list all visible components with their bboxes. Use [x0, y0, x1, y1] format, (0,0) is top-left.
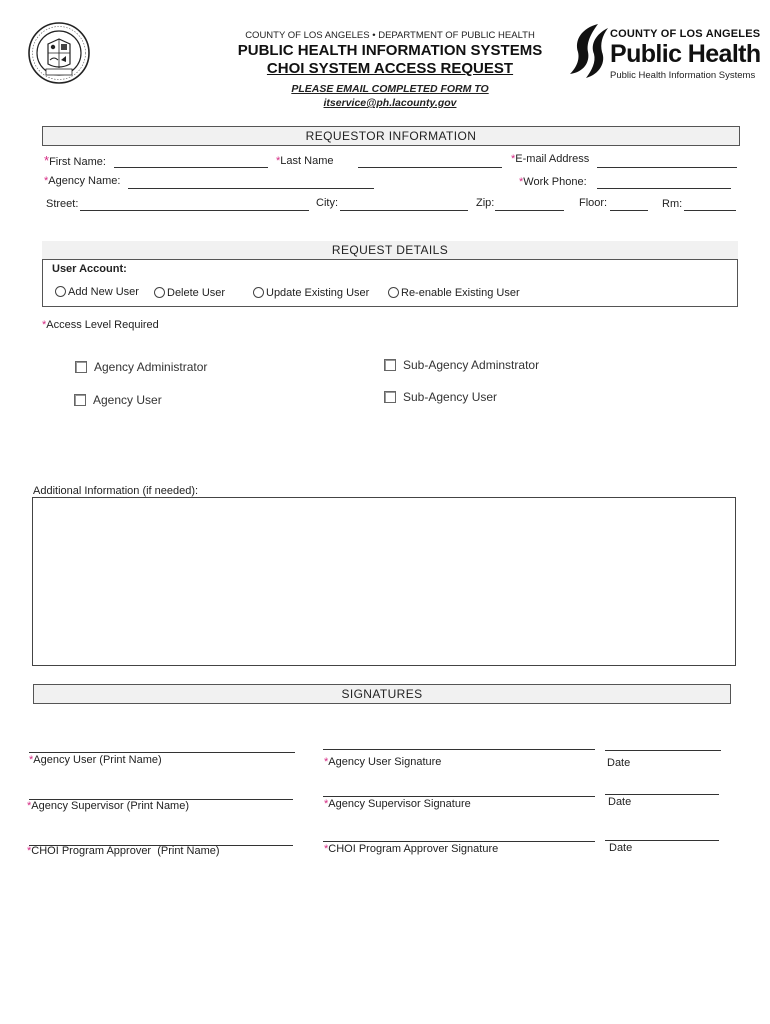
radio-reenable-existing-user[interactable]: [388, 287, 520, 299]
agency-supervisor-date-field[interactable]: [605, 794, 719, 795]
required-mark: *: [511, 153, 516, 165]
last-name-field[interactable]: [358, 167, 502, 168]
form-title-text: CHOI SYSTEM ACCESS REQUEST: [266, 60, 514, 77]
logo-tagline: Public Health Information Systems: [610, 70, 756, 81]
email-label: [511, 153, 589, 165]
checkbox-sub-agency-administrator-label: Sub-Agency Adminstrator: [403, 358, 540, 372]
sig-row2-print: Agency Supervisor (Print Name): [31, 800, 190, 812]
city-field[interactable]: [340, 210, 468, 211]
required-mark: *: [42, 319, 47, 331]
checkbox-sub-agency-user[interactable]: [384, 390, 497, 404]
rm-label: Rm:: [662, 198, 683, 210]
zip-field[interactable]: [495, 210, 564, 211]
agency-user-date-field[interactable]: [605, 750, 721, 751]
email-field[interactable]: [597, 167, 737, 168]
checkbox-box[interactable]: [384, 359, 396, 371]
required-mark: *: [276, 155, 281, 167]
required-mark: *: [27, 845, 32, 857]
last-name-label: [276, 155, 333, 167]
checkbox-agency-administrator[interactable]: [75, 360, 207, 374]
agency-supervisor-signature-label: [324, 798, 471, 810]
radio-add-new-user[interactable]: [55, 286, 139, 298]
work-phone-label: [519, 176, 587, 188]
agency-user-print-name-label: [29, 754, 162, 766]
checkbox-box[interactable]: [384, 391, 396, 403]
header-title: PUBLIC HEALTH INFORMATION SYSTEMS: [237, 42, 543, 59]
city-label: City:: [316, 197, 338, 209]
radio-reenable-existing-user-label: Re-enable Existing User: [401, 287, 520, 299]
agency-name-label: [44, 175, 120, 187]
required-mark: *: [29, 754, 34, 766]
choi-approver-date-field[interactable]: [605, 840, 719, 841]
access-level-label: [42, 319, 159, 331]
work-phone-label-text: Work Phone:: [523, 176, 587, 188]
email-address[interactable]: [180, 97, 600, 109]
county-seal: [28, 22, 90, 84]
sig-row1-print: Agency User (Print Name): [33, 754, 162, 766]
checkbox-box[interactable]: [75, 361, 87, 373]
rm-field[interactable]: [684, 210, 736, 211]
required-mark: *: [324, 843, 329, 855]
agency-name-field[interactable]: [128, 188, 374, 189]
access-level-label-text: Access Level Required: [46, 319, 159, 331]
checkbox-sub-agency-administrator[interactable]: [384, 358, 539, 372]
public-health-logo: [568, 20, 761, 84]
request-details-header: REQUEST DETAILS: [42, 241, 738, 260]
required-mark: *: [44, 175, 49, 187]
agency-supervisor-signature-field[interactable]: [323, 796, 595, 797]
header-department-line: COUNTY OF LOS ANGELES • DEPARTMENT OF PUBLIC HEALTH: [245, 30, 535, 41]
sig-row2-sign: Agency Supervisor Signature: [328, 798, 471, 810]
first-name-field[interactable]: [114, 167, 268, 168]
required-mark: *: [324, 756, 329, 768]
sig-row3-sign: CHOI Program Approver Signature: [328, 843, 499, 855]
signatures-section-header: SIGNATURES: [33, 684, 731, 704]
public-health-logo-mark: [568, 22, 610, 80]
checkbox-agency-user-label: Agency User: [93, 393, 162, 407]
agency-supervisor-print-name-label: [27, 800, 189, 812]
radio-update-existing-user[interactable]: [253, 287, 369, 299]
floor-label: Floor:: [579, 197, 608, 209]
radio-update-existing-user-label: Update Existing User: [266, 287, 370, 299]
requestor-section-header: REQUESTOR INFORMATION: [42, 126, 740, 146]
radio-delete-user[interactable]: [154, 287, 225, 299]
additional-info-label: Additional Information (if needed):: [33, 485, 199, 497]
email-label-text: E-mail Address: [515, 153, 590, 165]
agency-user-print-name-field[interactable]: [29, 752, 295, 753]
radio-circle[interactable]: [388, 287, 399, 298]
logo-county: COUNTY OF LOS ANGELES: [610, 28, 761, 40]
zip-label: Zip:: [476, 197, 495, 209]
agency-user-signature-field[interactable]: [323, 749, 595, 750]
choi-approver-print-name-label: [27, 845, 220, 857]
radio-add-new-user-label: Add New User: [68, 286, 139, 298]
agency-supervisor-date-label: Date: [608, 796, 632, 808]
choi-approver-date-label: Date: [609, 842, 633, 854]
radio-circle[interactable]: [154, 287, 165, 298]
radio-circle[interactable]: [55, 286, 66, 297]
logo-brand: Public Health: [610, 40, 761, 68]
street-label: Street:: [46, 198, 79, 210]
agency-name-label-text: Agency Name:: [48, 175, 121, 187]
sig-row1-sign: Agency User Signature: [328, 756, 442, 768]
required-mark: *: [27, 800, 32, 812]
agency-user-signature-label: [324, 756, 441, 768]
checkbox-box[interactable]: [74, 394, 86, 406]
street-field[interactable]: [80, 210, 309, 211]
checkbox-sub-agency-user-label: Sub-Agency User: [403, 390, 498, 404]
required-mark: *: [519, 176, 524, 188]
choi-approver-signature-field[interactable]: [323, 841, 595, 842]
checkbox-agency-administrator-label: Agency Administrator: [94, 360, 208, 374]
first-name-label: [44, 153, 106, 168]
first-name-label-text: First Name:: [49, 156, 106, 168]
work-phone-field[interactable]: [597, 188, 731, 189]
choi-approver-signature-label: [324, 843, 498, 855]
email-instruction-text: PLEASE EMAIL COMPLETED FORM TO: [291, 83, 489, 95]
required-mark: *: [324, 798, 329, 810]
email-instruction: [180, 83, 600, 95]
sig-row3-print: CHOI Program Approver (Print Name): [31, 845, 220, 857]
last-name-label-text: Last Name: [280, 155, 334, 167]
agency-user-date-label: Date: [607, 757, 631, 769]
email-address-text[interactable]: itservice@ph.lacounty.gov: [323, 97, 457, 109]
checkbox-agency-user[interactable]: [74, 393, 162, 407]
radio-circle[interactable]: [253, 287, 264, 298]
radio-delete-user-label: Delete User: [167, 287, 226, 299]
user-account-label: User Account:: [52, 263, 127, 275]
additional-info-textarea[interactable]: [32, 497, 736, 666]
form-title: [180, 60, 600, 77]
required-mark: *: [44, 153, 50, 168]
floor-field[interactable]: [610, 210, 648, 211]
